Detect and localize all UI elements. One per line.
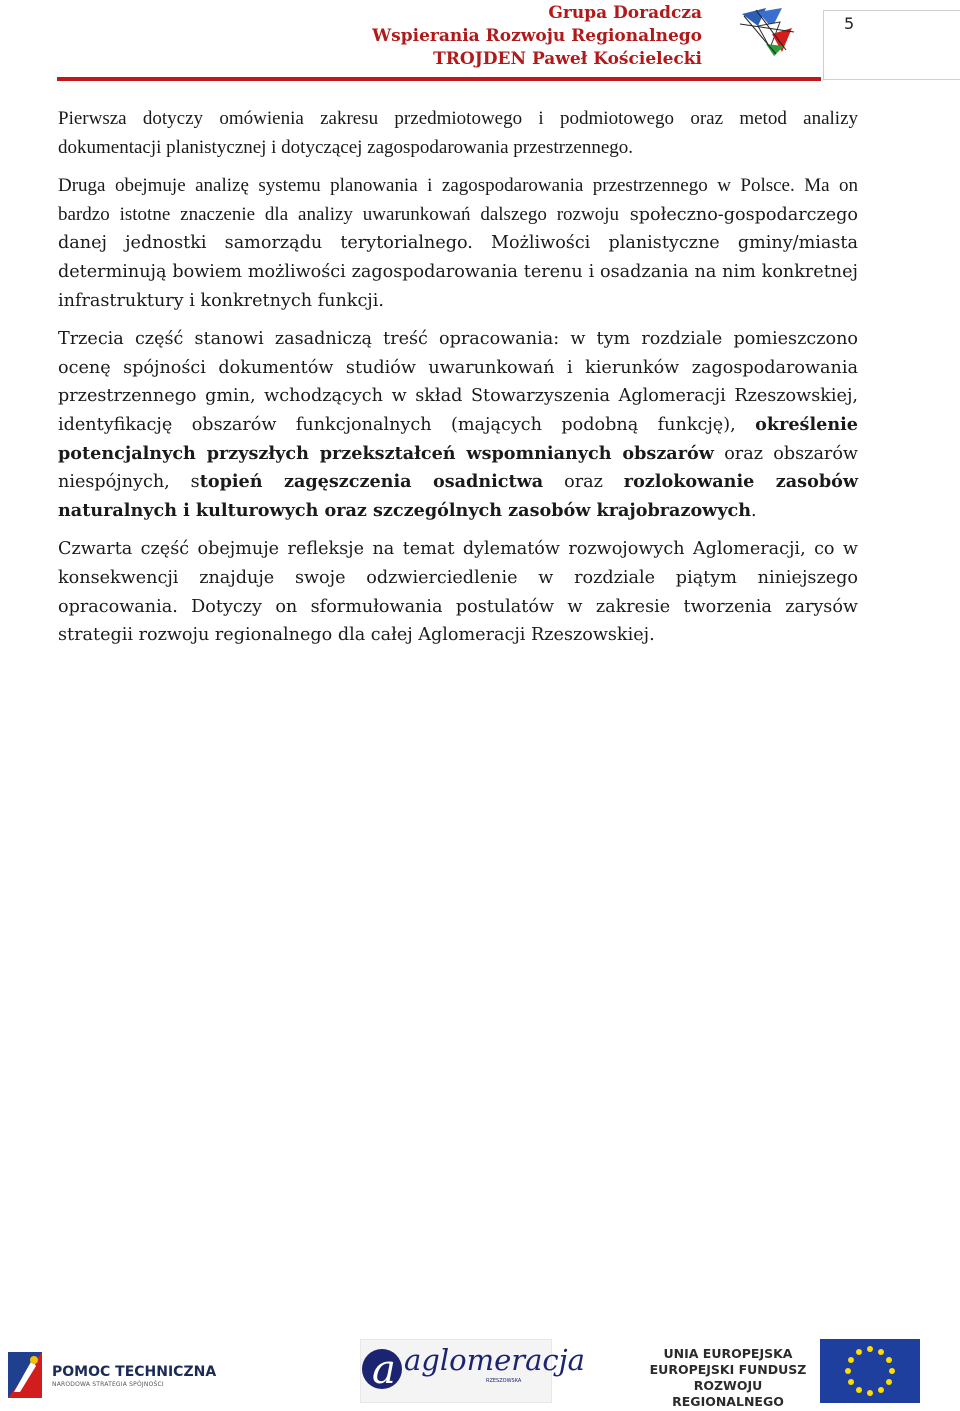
paragraph-3-part-e: . bbox=[751, 500, 757, 521]
paragraph-2-part-b: społeczno-gospodarczego danej jednostki samorządu terytorialnego. Możliwości planistyczne gminy/miasta determinują bowiem możliwości zagospodarowania terenu i osadzania na nim konkretnej infrastruktury i konkretnych funkcji. bbox=[58, 204, 859, 311]
paragraph-3-part-c: oraz obszarów niespójnych, s bbox=[58, 443, 858, 493]
header-border-top bbox=[824, 10, 960, 11]
paragraph-2-part-a: Druga obejmuje analizę systemu planowania i zagospodarowania przestrzennego w Polsce. Ma on bardzo istotne znaczenie dla analizy uwarunkowań dalszego rozwoju bbox=[58, 175, 858, 225]
paragraph-3-bold-3: rozlokowanie zasobów naturalnych i kulturowych oraz szczególnych zasobów krajobrazowych bbox=[58, 471, 859, 521]
aglomeracja-logo-text: aglomeracja bbox=[404, 1343, 585, 1377]
paragraph-1: Pierwsza dotyczy omówienia zakresu przedmiotowego i podmiotowego oraz metod analizy dokumentacji planistycznej i dotyczącej zagospodarowania przestrzennego. bbox=[58, 108, 858, 158]
header-border-left bbox=[823, 10, 824, 80]
footer-left-subtitle: NARODOWA STRATEGIA SPÓJNOŚCI bbox=[52, 1381, 164, 1388]
eu-line3: ROZWOJU REGIONALNEGO bbox=[672, 1378, 784, 1409]
paragraph-2 bbox=[58, 172, 858, 315]
svg-text:a: a bbox=[372, 1347, 396, 1393]
header-title bbox=[372, 2, 702, 71]
paragraph-3-bold-1: określenie potencjalnych przyszłych przekształceń wspomnianych obszarów bbox=[58, 413, 858, 464]
footer-left-title: POMOC TECHNICZNA bbox=[52, 1364, 217, 1380]
header-title-line3: TROJDEN Paweł Kościelecki bbox=[433, 49, 702, 69]
eu-line1: UNIA EUROPEJSKA bbox=[663, 1346, 793, 1361]
eu-line2: EUROPEJSKI FUNDUSZ bbox=[649, 1362, 807, 1377]
paragraph-4: Czwarta część obejmuje refleksje na temat dylematów rozwojowych Aglomeracji, co w konsekwencji znajduje swoje odzwierciedlenie w rozdziale piątym niniejszego opracowania. Dotyczy on sformułowania postulatów w zakresie tworzenia zarysów strategii rozwoju regionalnego dla całej Aglomeracji Rzeszowskiej. bbox=[58, 539, 858, 646]
header-border-bottom bbox=[824, 79, 960, 80]
paragraph-3 bbox=[58, 325, 858, 525]
document-body bbox=[58, 105, 858, 650]
aglomeracja-logo-subtext: RZESZOWSKA bbox=[486, 1378, 522, 1384]
paragraph-3-bold-2: topień zagęszczenia osadnictwa bbox=[199, 471, 544, 493]
header-divider bbox=[57, 77, 821, 81]
header-title-line2: Wspierania Rozwoju Regionalnego bbox=[372, 26, 702, 46]
page-number: 5 bbox=[844, 14, 855, 33]
flag-triangles-logo-icon bbox=[736, 4, 798, 58]
header-title-line1: Grupa Doradcza bbox=[548, 3, 702, 23]
paragraph-3-part-d: oraz bbox=[564, 472, 603, 493]
eu-funding-text bbox=[646, 1346, 810, 1410]
paragraph-3-part-a: Trzecia część stanowi zasadniczą treść opracowania: w tym rozdziale pomieszczono ocenę spójności dokumentów studiów uwarunkowań i kierunków zagospodarowania przestrzennego gmin, wchodzących w skład Stowarzyszenia Aglomeracji Rzeszowskiej, identyfikację obszarów funkcjonalnych (mających podobną funkcję), bbox=[58, 329, 858, 435]
